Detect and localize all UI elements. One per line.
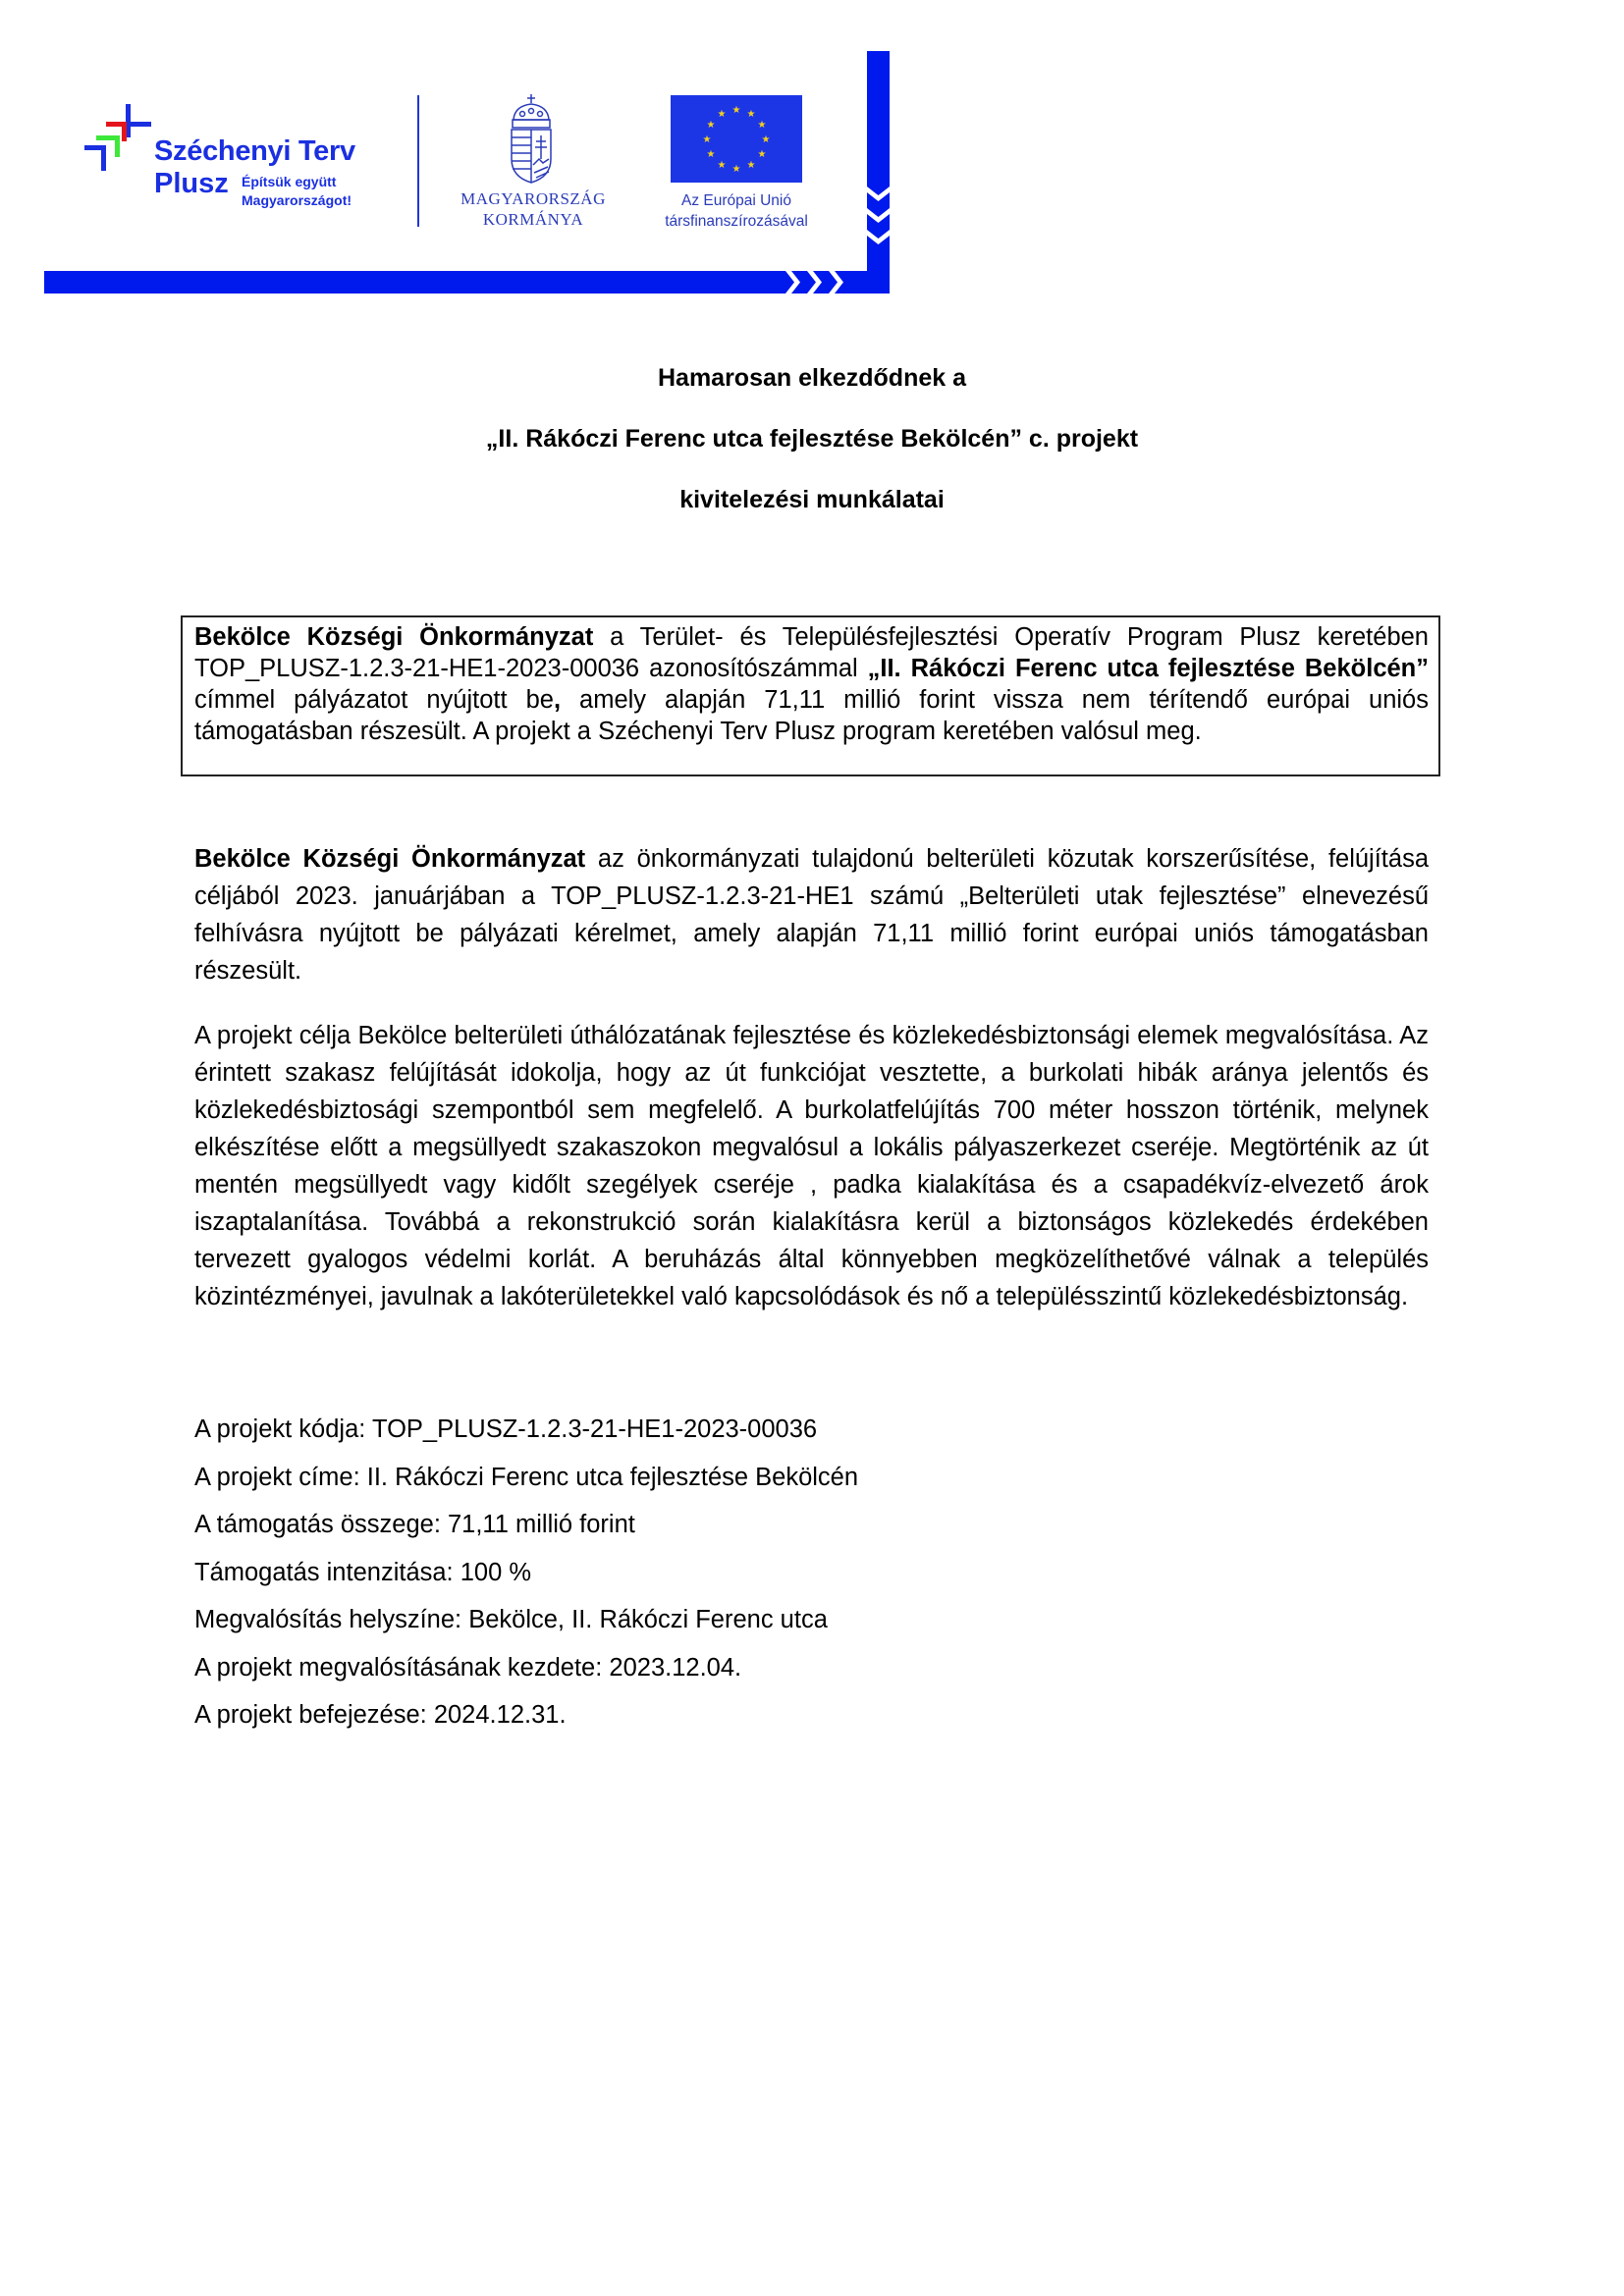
slogan-line1: Építsük együtt: [242, 174, 337, 189]
project-facts-list: [194, 1411, 858, 1744]
eu-flag-icon: [671, 95, 802, 183]
paragraph-application-text: az önkormányzati tulajdonú belterületi közutak korszerűsítése, felújítása céljából 2023. januárjában a TOP_PLUSZ-1.2.3-21-HE1 számú „Belterületi utak fejlesztése” elnevezésű felhívásra nyújtott be pályázati kérelmet, amely alapján 71,11 millió forint európai uniós támogatásban részesült.: [194, 845, 1430, 985]
eu-line1: Az Európai Unió: [680, 192, 791, 209]
paragraph-application: [194, 840, 1429, 989]
fact-project-code: A projekt kódja: TOP_PLUSZ-1.2.3-21-HE1-2023-00036: [194, 1415, 818, 1443]
svg-text:★: ★: [717, 109, 727, 120]
svg-text:★: ★: [746, 109, 756, 120]
szechenyi-slogan: [242, 173, 352, 210]
svg-text:★: ★: [757, 120, 767, 131]
svg-text:★: ★: [717, 160, 727, 171]
fact-start-date: A projekt megvalósításának kezdete: 2023.12.04.: [194, 1653, 742, 1682]
fact-location: Megvalósítás helyszíne: Bekölce, II. Rákóczi Ferenc utca: [194, 1606, 828, 1633]
svg-text:★: ★: [706, 120, 716, 131]
summary-bold-org: Bekölce Községi Önkormányzat: [194, 623, 594, 651]
coat-of-arms-icon: [509, 94, 554, 185]
logo-divider: [417, 95, 419, 227]
summary-bold-comma: ,: [553, 686, 562, 714]
szechenyi-terv-title: Széchenyi Terv: [154, 135, 355, 167]
government-line2: KORMÁNYA: [482, 210, 584, 229]
page-title-line1: Hamarosan elkezdődnek a: [657, 364, 966, 392]
szechenyi-cross-icon: [84, 104, 153, 173]
header-horizontal-bar: [44, 271, 889, 294]
fact-project-title: A projekt címe: II. Rákóczi Ferenc utca fejlesztése Bekölcén: [194, 1463, 859, 1491]
eu-line2: társfinanszírozásával: [665, 213, 808, 230]
eu-cofinancing-label: [638, 190, 835, 232]
szechenyi-plusz-label: Plusz: [154, 168, 229, 199]
fact-end-date: A projekt befejezése: 2024.12.31.: [194, 1701, 567, 1729]
summary-bold-project: „II. Rákóczi Ferenc utca fejlesztése Bekölcén”: [867, 655, 1430, 682]
slogan-line2: Magyarországot!: [242, 192, 352, 208]
summary-text-part2: címmel pályázatot nyújtott be: [194, 686, 554, 714]
fact-grant-amount: A támogatás összege: 71,11 millió forint: [194, 1511, 635, 1538]
government-label: [454, 188, 613, 230]
chevron-down-icon: [867, 187, 890, 251]
summary-text-part3: amely alapján 71,11 millió forint vissza nem térítendő európai uniós támogatásban részesült. A projekt a Széchenyi Terv Plusz program keretében valósul meg.: [194, 686, 1429, 745]
summary-text: [194, 621, 1429, 747]
chevron-right-icon: [785, 271, 850, 294]
svg-text:★: ★: [731, 105, 741, 116]
paragraph-bold-org: Bekölce Községi Önkormányzat: [194, 845, 586, 873]
svg-text:★: ★: [731, 164, 741, 175]
svg-text:★: ★: [706, 149, 716, 160]
summary-box: [181, 615, 1440, 776]
header-vertical-bar: [867, 51, 890, 294]
svg-text:★: ★: [702, 134, 712, 145]
svg-text:★: ★: [746, 160, 756, 171]
fact-grant-intensity: Támogatás intenzitása: 100 %: [194, 1558, 532, 1586]
svg-text:★: ★: [761, 134, 771, 145]
government-line1: MAGYARORSZÁG: [460, 189, 606, 208]
page-title-line3: kivitelezési munkálatai: [679, 486, 945, 513]
page-title-line2: „II. Rákóczi Ferenc utca fejlesztése Bekölcén” c. projekt: [485, 425, 1139, 453]
paragraph-project-goal: A projekt célja Bekölce belterületi úthálózatának fejlesztése és közlekedésbiztonsági elemek megvalósítása. Az érintett szakasz felújítását idokolja, hogy az út funkciójat vesztette, a burkolati hibák aránya jelentős és közlekedésbiztosági szempontból sem megfelelő. A burkolatfelújítás 700 méter hosszon történik, melynek elkészítése előtt a megsüllyedt szakaszokon megvalósul a lokális pályaszerkezet cseréje. Megtörténik az út mentén megsüllyedt vagy kidőlt szegélyek cseréje , padka kialakítása és a csapadékvíz-elvezető árok iszaptalanítása. Továbbá a rekonstrukció során kialakításra kerül a biztonságos közlekedés érdekében tervezett gyalogos védelmi korlát. A beruházás által könnyebben megközelíthetővé válnak a település közintézményei, javulnak a lakóterületekkel való kapcsolódások és nő a településszintű közlekedésbiztonság.: [194, 1022, 1429, 1310]
summary-text-part1: a Terület- és Településfejlesztési Operatív Program Plusz keretében TOP_PLUSZ-1.2.3-21-HE1-2023-00036 azonosítószámmal: [194, 623, 1429, 682]
svg-text:★: ★: [757, 149, 767, 160]
